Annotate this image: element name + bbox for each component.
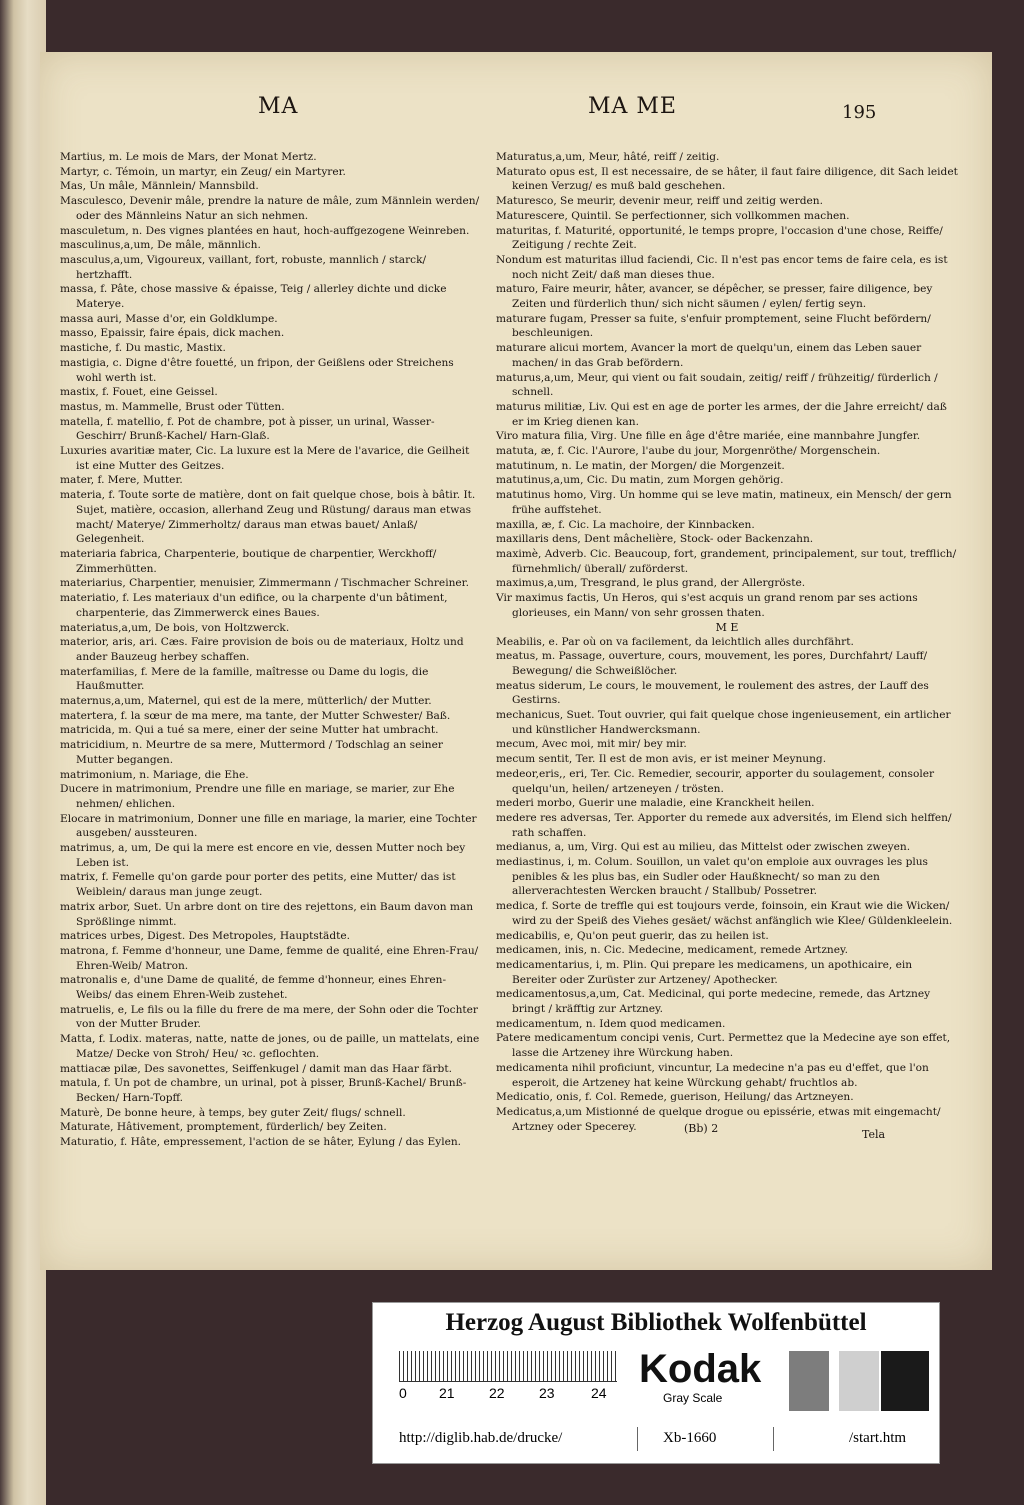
dictionary-entry: mecum, Avec moi, mit mir/ bey mir. [496, 738, 687, 751]
dictionary-entry: medica, f. Sorte de treffle qui est toujours verde, foinsoin, ein Kraut wie die Wicken/ wird zu der Speiß des Viehes gesäet/ wächst anfänglich wie Klee/ Güldenkleelein. [496, 900, 953, 927]
ruler-scale [399, 1351, 617, 1382]
dictionary-entry: matuta, æ, f. Cic. l'Aurore, l'aube du jour, Morgenröthe/ Morgenschein. [496, 445, 881, 458]
dictionary-entry: matrices urbes, Digest. Des Metropoles, Hauptstädte. [60, 930, 351, 943]
dictionary-entry: materiatus,a,um, De bois, von Holtzwerck. [60, 621, 290, 634]
dictionary-entry: meatus siderum, Le cours, le mouvement, le roulement des astres, der Lauff des Gestirns. [496, 679, 929, 707]
dictionary-entry: matella, f. matellio, f. Pot de chambre, pot à pisser, un urinal, Wasser-Geschirr/ Brunß-Kachel/ Harn-Glaß. [60, 415, 435, 443]
dictionary-entry: Matta, f. Lodix. materas, natte, natte de jones, ou de paille, un mattelats, eine Matze/ Decke von Stroh/ Heu/ ꝛc. geflochten. [60, 1033, 480, 1060]
ruler-number: 0 [399, 1385, 407, 1401]
dictionary-entry: mastus, m. Mammelle, Brust oder Tütten. [60, 400, 285, 413]
dictionary-entry: Meabilis, e. Par où on va facilement, da leichtlich alles durchfährt. [496, 635, 854, 648]
library-title: Herzog August Bibliothek Wolfenbüttel [445, 1309, 867, 1336]
dictionary-page [40, 52, 992, 1270]
gray-swatch-dark [881, 1351, 929, 1411]
dictionary-entry: mechanicus, Suet. Tout ouvrier, qui fait quelque chose ingenieusement, ein artlicher und künstlicher Handwercksmann. [496, 709, 951, 736]
dictionary-entry: maturitas, f. Maturité, opportunité, le temps propre, l'occasion d'une chose, Reiffe/ Zeitigung / rechte Zeit. [496, 224, 943, 252]
right-column-ma-entries [496, 150, 958, 621]
dictionary-entry: masculetum, n. Des vignes plantées en haut, hoch-auffgezogene Weinreben. [60, 224, 470, 237]
gray-swatch-mid [789, 1351, 829, 1411]
dictionary-entry: Maturesco, Se meurir, devenir meur, reiff und zeitig werden. [496, 195, 823, 208]
library-color-card [372, 1302, 940, 1464]
dictionary-entry: maximus,a,um, Tresgrand, le plus grand, der Allergröste. [496, 577, 806, 590]
dictionary-entry: maturus,a,um, Meur, qui vient ou fait soudain, zeitig/ reiff / frühzeitig/ fürderlich / schnell. [496, 371, 938, 399]
dictionary-entry: maxilla, æ, f. Cic. La machoire, der Kinnbacken. [496, 518, 755, 531]
ruler-number: 22 [489, 1385, 505, 1401]
dictionary-entry: maturare fugam, Presser sa fuite, s'enfuir promptement, seine Flucht befördern/ beschleunigen. [496, 312, 931, 340]
dictionary-entry: medicamentarius, i, m. Plin. Qui prepare les medicamens, un apothicaire, ein Bereiter oder Zurüster zur Artzeney/ Apothecker. [496, 958, 913, 986]
dictionary-entry: Mas, Un mâle, Männlein/ Mannsbild. [60, 180, 259, 193]
dictionary-entry: masso, Epaissir, faire épais, dick machen. [60, 327, 285, 340]
dictionary-entry: Martius, m. Le mois de Mars, der Monat Mertz. [60, 151, 317, 163]
gray-scale-label: Gray Scale [663, 1391, 723, 1405]
dictionary-entry: materfamilias, f. Mere de la famille, maîtresse ou Dame du logis, die Haußmutter. [60, 665, 429, 693]
dictionary-entry: materia, f. Toute sorte de matière, dont on fait quelque chose, bois à bâtir. It. Sujet, matière, occasion, allerhand Zeug und Rüstung/ daraus man etwas macht/ Materye/ Zimmerholtz/ daraus man etwas bauet/ Anlaß/ Gelegenheit. [60, 489, 476, 546]
dictionary-entry: Maturè, De bonne heure, à temps, bey guter Zeit/ flugs/ schnell. [60, 1106, 406, 1119]
dictionary-entry: medianus, a, um, Virg. Qui est au milieu, das Mittelst oder zwischen zweyen. [496, 841, 911, 854]
kodak-logo: Kodak [639, 1347, 762, 1391]
dictionary-entry: matricida, m. Qui a tué sa mere, einer der seine Mutter hat umbracht. [60, 724, 439, 737]
right-column [496, 150, 958, 1134]
dictionary-entry: matutinum, n. Le matin, der Morgen/ die Morgenzeit. [496, 459, 785, 472]
dictionary-entry: matronalis e, d'une Dame de qualité, de femme d'honneur, eines Ehren-Weibs/ das einem Ehren-Weib zustehet. [60, 974, 447, 1002]
gray-swatch-light [839, 1351, 879, 1411]
header-left: MA [258, 94, 299, 119]
signature-mark: (Bb) 2 [684, 1122, 719, 1135]
dictionary-entry: Luxuries avaritiæ mater, Cic. La luxure est la Mere de l'avarice, die Geilheit ist eine Mutter des Geitzes. [60, 445, 470, 472]
dictionary-entry: mederi morbo, Guerir une maladie, eine Kranckheit heilen. [496, 797, 815, 810]
ruler-number: 23 [539, 1385, 555, 1401]
dictionary-entry: Martyr, c. Témoin, un martyr, ein Zeug/ ein Martyrer. [60, 165, 346, 178]
left-column [60, 150, 480, 1150]
dictionary-entry: mater, f. Mere, Mutter. [60, 474, 183, 487]
dictionary-entry: maturare alicui mortem, Avancer la mort de quelqu'un, einem das Leben sauer machen/ in das Grab befördern. [496, 342, 922, 369]
url-separator [773, 1427, 774, 1451]
dictionary-entry: massa, f. Pâte, chose massive & épaisse, Teig / allerley dichte und dicke Materye. [60, 283, 447, 311]
dictionary-entry: materiatio, f. Les materiaux d'un edifice, ou la charpente d'un bâtiment, charpenterie, das Zimmerwerck eines Baues. [60, 592, 448, 619]
dictionary-entry: maturus militiæ, Liv. Qui est en age de porter les armes, der die Jahre erreicht/ daß er im Krieg dienen kan. [496, 400, 947, 428]
dictionary-entry: medicamentum, n. Idem quod medicamen. [496, 1017, 726, 1030]
dictionary-entry: maturo, Faire meurir, hâter, avancer, se dépêcher, se presser, faire diligence, bey Zeiten und fürderlich thun/ sich nicht säumen / eylen/ fertig seyn. [496, 283, 933, 311]
url-right: /start.htm [849, 1430, 907, 1446]
right-column-me-entries [496, 635, 958, 1135]
ruler-number: 24 [591, 1385, 607, 1401]
dictionary-entry: Medicatus,a,um Mistionné de quelque drogue ou epissérie, etwas mit eingemacht/ Artzney oder Specerey. [496, 1106, 941, 1133]
dictionary-entry: mastix, f. Fouet, eine Geissel. [60, 386, 218, 399]
dictionary-entry: Ducere in matrimonium, Prendre une fille en mariage, se marier, zur Ehe nehmen/ ehlichen. [60, 783, 455, 810]
dictionary-entry: medicamentosus,a,um, Cat. Medicinal, qui porte medecine, remede, das Artzney bringt / kräfftig zur Artzney. [496, 988, 931, 1016]
dictionary-entry: medere res adversas, Ter. Apporter du remede aux adversités, im Elend sich helffen/ rath schaffen. [496, 811, 952, 839]
dictionary-entry: matertera, f. la sœur de ma mere, ma tante, der Mutter Schwester/ Baß. [60, 709, 451, 722]
dictionary-entry: Patere medicamentum concipi venis, Curt. Permettez que la Medecine aye son effet, lasse die Artzeney ihre Würckung haben. [496, 1032, 951, 1060]
dictionary-entry: matrix, f. Femelle qu'on garde pour porter des petits, eine Mutter/ das ist Weiblein/ daraus man junge zeugt. [60, 871, 456, 899]
dictionary-entry: Vir maximus factis, Un Heros, qui s'est acquis un grand renom par ses actions glorieuses, ein Mann/ von sehr grossen thaten. [496, 592, 918, 619]
dictionary-entry: matrimonium, n. Mariage, die Ehe. [60, 768, 249, 781]
dictionary-entry: massa auri, Masse d'or, ein Goldklumpe. [60, 312, 278, 325]
dictionary-entry: medicamenta nihil proficiunt, vincuntur, La medecine n'a pas eu d'effet, que l'on esperoit, die Artzeney hat keine Würckung gehabt/ fruchtlos ab. [496, 1061, 929, 1089]
dictionary-entry: masculus,a,um, Vigoureux, vaillant, fort, robuste, mannlich / starck/ hertzhafft. [60, 253, 427, 281]
dictionary-entry: mattiacæ pilæ, Des savonettes, Seiffenkugel / damit man das Haar färbt. [60, 1062, 452, 1075]
dictionary-entry: Masculesco, Devenir mâle, prendre la nature de mâle, zum Männlein werden/ oder des Männleins Natur an sich nehmen. [60, 195, 480, 222]
dictionary-entry: mastiche, f. Du mastic, Mastix. [60, 342, 226, 355]
dictionary-entry: Maturatus,a,um, Meur, hâté, reiff / zeitig. [496, 151, 720, 163]
dictionary-entry: Maturescere, Quintil. Se perfectionner, sich vollkommen machen. [496, 209, 850, 222]
dictionary-entry: maternus,a,um, Maternel, qui est de la mere, mütterlich/ der Mutter. [60, 695, 432, 708]
url-row [373, 1421, 939, 1457]
dictionary-entry: Maturate, Hâtivement, promptement, fürderlich/ bey Zeiten. [60, 1121, 387, 1134]
url-left: http://diglib.hab.de/drucke/ [399, 1430, 563, 1446]
dictionary-entry: Viro matura filia, Virg. Une fille en âge d'être mariée, eine mannbahre Jungfer. [496, 430, 921, 443]
dictionary-entry: Elocare in matrimonium, Donner une fille en mariage, la marier, eine Tochter ausgeben/ aussteuren. [60, 812, 477, 840]
dictionary-entry: matula, f. Un pot de chambre, un urinal, pot à pisser, Brunß-Kachel/ Brunß-Becken/ Harn-Topff. [60, 1077, 467, 1104]
dictionary-entry: mecum sentit, Ter. Il est de mon avis, er ist meiner Meynung. [496, 753, 827, 766]
dictionary-entry: materiaria fabrica, Charpenterie, boutique de charpentier, Werckhoff/ Zimmerhütten. [60, 547, 437, 575]
url-middle: Xb-1660 [663, 1430, 717, 1446]
dictionary-entry: materiarius, Charpentier, menuisier, Zimmermann / Tischmacher Schreiner. [60, 577, 469, 590]
dictionary-entry: matrimus, a, um, De qui la mere est encore en vie, dessen Mutter noch bey Leben ist. [60, 842, 466, 869]
dictionary-entry: matricidium, n. Meurtre de sa mere, Muttermord / Todschlag an seiner Mutter begangen. [60, 739, 443, 766]
dictionary-entry: Maturatio, f. Hâte, empressement, l'action de se hâter, Eylung / das Eylen. [60, 1136, 462, 1149]
page-number: 195 [842, 102, 877, 123]
catchword: Tela [862, 1128, 886, 1141]
dictionary-entry: mastigia, c. Digne d'être fouetté, un fripon, der Geißlens oder Streichens wohl werth ist. [60, 356, 454, 384]
dictionary-entry: medeor,eris,, eri, Ter. Cic. Remedier, secourir, apporter du soulagement, consoler quelqu'un, heilen/ artzeneyen / trösten. [496, 767, 935, 795]
dictionary-entry: masculinus,a,um, De mâle, männlich. [60, 239, 261, 252]
dictionary-entry: maxillaris dens, Dent mâchelière, Stock- oder Backenzahn. [496, 533, 814, 546]
dictionary-entry: matutinus homo, Virg. Un homme qui se leve matin, matineux, ein Mensch/ der gern frühe auffstehet. [496, 489, 952, 516]
dictionary-entry: medicabilis, e, Qu'on peut guerir, das zu heilen ist. [496, 929, 769, 942]
dictionary-entry: matrix arbor, Suet. Un arbre dont on tire des rejettons, ein Baum davon man Sprößlinge nimmt. [60, 900, 474, 928]
dictionary-entry: mediastinus, i, m. Colum. Souillon, un valet qu'on emploie aux ouvrages les plus penibles & les plus bas, ein Sudler oder Haußknecht/ so man zu den allerverachtesten Wercken braucht / Stallbub/ Possetrer. [496, 856, 928, 898]
header-right: MA ME [588, 94, 677, 119]
dictionary-entry: Maturato opus est, Il est necessaire, de se hâter, il faut faire diligence, dit Sach leidet keinen Verzug/ es muß bald geschehen. [496, 165, 958, 193]
url-separator [637, 1427, 638, 1451]
dictionary-entry: meatus, m. Passage, ouverture, cours, mouvement, les pores, Durchfahrt/ Lauff/ Bewegung/ die Schweißlöcher. [496, 650, 928, 677]
dictionary-entry: materior, aris, ari. Cæs. Faire provision de bois ou de materiaux, Holtz und ander Bauzeug herbey schaffen. [60, 636, 464, 663]
ruler-number: 21 [439, 1385, 455, 1401]
dictionary-entry: Medicatio, onis, f. Col. Remede, guerison, Heilung/ das Artzneyen. [496, 1091, 854, 1104]
dictionary-entry: matrona, f. Femme d'honneur, une Dame, femme de qualité, eine Ehren-Frau/ Ehren-Weib/ Matron. [60, 944, 479, 972]
dictionary-entry: matruelis, e, Le fils ou la fille du frere de ma mere, der Sohn oder die Tochter von der Mutter Bruder. [60, 1003, 478, 1031]
section-letters-me: M E [715, 620, 739, 634]
dictionary-entry: maximè, Adverb. Cic. Beaucoup, fort, grandement, principalement, sur tout, trefflich/ fürnehmlich/ überall/ zuförderst. [496, 547, 957, 575]
dictionary-entry: matutinus,a,um, Cic. Du matin, zum Morgen gehörig. [496, 474, 784, 487]
dictionary-entry: medicamen, inis, n. Cic. Medecine, medicament, remede Artzney. [496, 944, 848, 957]
dictionary-entry: Nondum est maturitas illud faciendi, Cic. Il n'est pas encor tems de faire cela, es ist noch nicht Zeit/ daß man dieses thue. [496, 253, 948, 281]
